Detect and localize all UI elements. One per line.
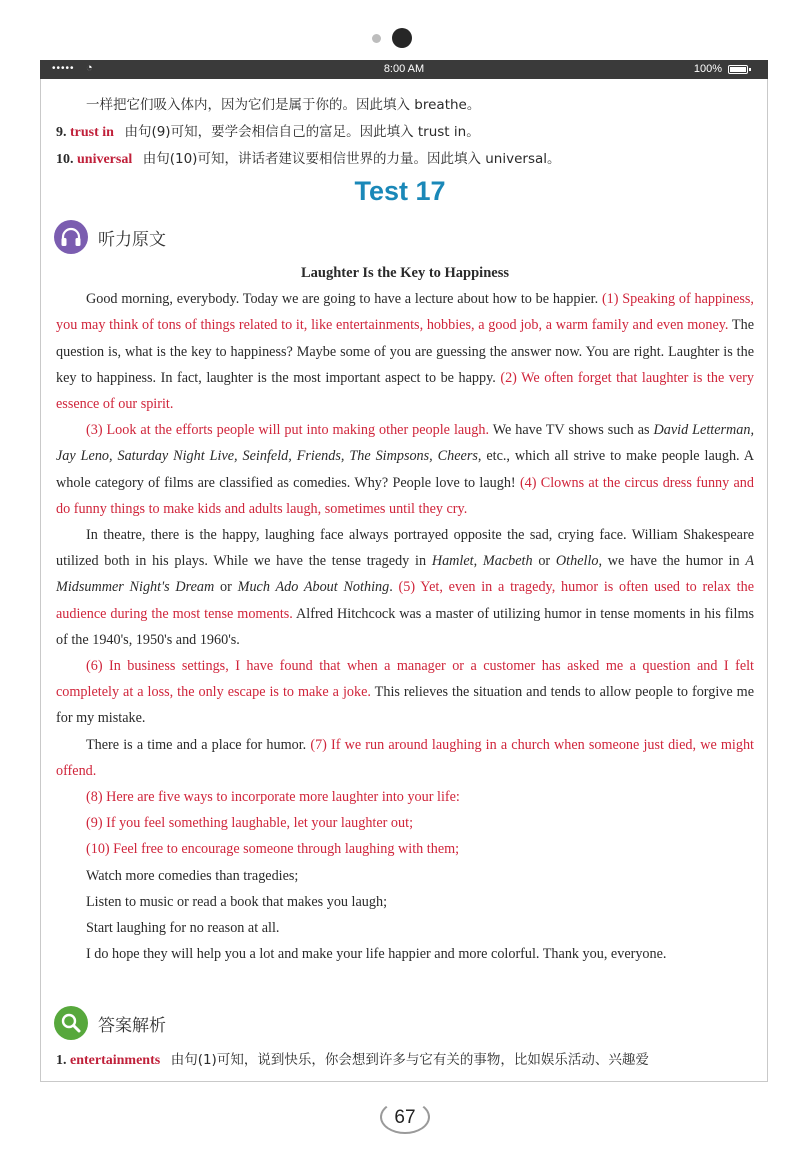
lecture-transcript [56, 260, 754, 967]
key-sentence-9: (9) If you feel something laughable, let your laughter out; [86, 815, 414, 832]
text: , [473, 553, 483, 570]
camera-sensor-dot [372, 34, 381, 43]
answer-number: 9. [56, 125, 67, 141]
answer-line-8-continued [56, 92, 754, 119]
magnifier-icon [54, 1006, 88, 1040]
text: or [214, 579, 238, 596]
answer-explanation: 一样把它们吸入体内，因为它们是属于你的。因此填入 breathe。 [86, 97, 481, 113]
text: . [389, 579, 399, 596]
top-answers [56, 92, 754, 174]
key-sentence-7: (7) If we run around laughing in a church when someone just died, we might offend. [56, 736, 754, 779]
battery-icon [728, 65, 748, 74]
paragraph-4 [56, 653, 754, 732]
answer-explanation: 由句(10)可知，讲话者建议要相信世界的力量。因此填入 universal。 [142, 151, 561, 168]
camera-lens [392, 28, 412, 48]
key-sentence-3: (3) Look at the efforts people will put into making other people laugh. [86, 422, 490, 439]
answer-line-1 [56, 1047, 754, 1074]
text: , we have the humor in [598, 553, 746, 570]
list-item: Start laughing for no reason at all. [86, 920, 280, 937]
answer-word: trust in [70, 125, 114, 141]
key-sentence-2: (2) We often forget that laughter is the very essence of our spirit. [56, 369, 754, 413]
key-sentence-1: (1) Speaking of happiness, you may think of tons of things related to it, like entertainments, hobbies, a good job, a warm family and even money. [56, 291, 754, 334]
section-answers-header [54, 1006, 166, 1040]
text: There is a time and a place for humor. [86, 736, 311, 753]
answer-word: universal [77, 152, 133, 168]
list-item: Listen to music or read a book that makes you laugh; [86, 893, 388, 910]
battery-fill [730, 67, 746, 72]
text: Alfred Hitchcock was a master of utilizing humor in tense moments in his films of the 1940's, 1950's and 1960's. [56, 605, 755, 648]
play-title: Othello [555, 553, 599, 570]
device-camera [0, 28, 800, 48]
closing-line: I do hope they will help you a lot and make your life happier and more colorful. Thank you, everyone. [86, 946, 667, 963]
signal-strength-icon: ••••• [52, 63, 75, 74]
lecture-title: Laughter Is the Key to Happiness [301, 265, 509, 281]
paragraph-5 [56, 732, 754, 784]
key-sentence-4: (4) Clowns at the circus dress funny and do funny things to make kids and adults laugh, sometimes until they cry. [56, 474, 754, 517]
tv-show-list: David Letterman, Jay Leno, Saturday Night Live, Seinfeld, Friends, The Simpsons, Cheers [56, 422, 754, 465]
key-sentence-5: (5) Yet, even in a tragedy, humor is often used to relax the audience during the most tense moments. [56, 579, 754, 622]
section-answers-label: 答案解析 [98, 1015, 166, 1036]
answer-explanation: 由句(1)可知，说到快乐，你会想到许多与它有关的事物，比如娱乐活动、兴趣爱 [170, 1052, 649, 1068]
play-title: Macbeth [482, 553, 533, 570]
play-title: Much Ado About Nothing [237, 579, 390, 596]
paragraph-1 [56, 286, 754, 417]
section-listening-header [54, 220, 166, 254]
test-title: Test 17 [354, 176, 446, 206]
text: The question is, what is the key to happiness? Maybe some of you are guessing the answer now. You are right. Laughter is the key to happiness. In fact, laughter is the most important aspect to be happy. [56, 317, 754, 386]
text: or [532, 553, 556, 570]
headphones-icon [54, 220, 88, 254]
paragraph-3 [56, 522, 754, 653]
answer-number: 1. [56, 1053, 67, 1068]
status-time: 8:00 AM [383, 63, 425, 75]
answer-explanation: 由句(9)可知，要学会相信自己的富足。因此填入 trust in。 [124, 124, 480, 141]
answer-line-9 [56, 119, 754, 146]
paragraph-2 [56, 417, 754, 522]
wifi-icon: ◔ [86, 62, 93, 74]
answer-number: 10. [56, 152, 74, 168]
key-sentence-8: (8) Here are five ways to incorporate more laughter into your life: [86, 789, 460, 806]
section-listening-label: 听力原文 [98, 229, 166, 250]
text: We have TV shows such as [489, 422, 654, 439]
list-item: Watch more comedies than tragedies; [86, 867, 299, 884]
play-title: Hamlet [431, 553, 474, 570]
play-title: A Midsummer Night's Dream [56, 553, 755, 596]
key-sentence-10: (10) Feel free to encourage someone through laughing with them; [86, 841, 460, 858]
answer-word: entertainments [70, 1053, 161, 1068]
key-sentence-6: (6) In business settings, I have found that when a manager or a customer has asked me a question and I felt completely at a loss, the only escape is to make a joke. [56, 658, 754, 701]
page-number: 67 [380, 1100, 430, 1134]
answer-line-10 [56, 146, 754, 173]
text: This relieves the situation and tends to allow people to forgive me for my mistake. [56, 684, 755, 727]
text: Good morning, everybody. Today we are going to have a lecture about how to be happier. [86, 291, 602, 308]
text: , etc., which all strive to make people laugh. A whole category of films are classified as comedies. Why? People love to laugh! [56, 448, 754, 491]
status-bar [40, 60, 768, 79]
text: In theatre, there is the happy, laughing face always portrayed opposite the sad, crying face. William Shakespeare utilized both in his plays. While we have the tense tragedy in [56, 527, 754, 570]
battery-percent: 100% [693, 63, 722, 75]
